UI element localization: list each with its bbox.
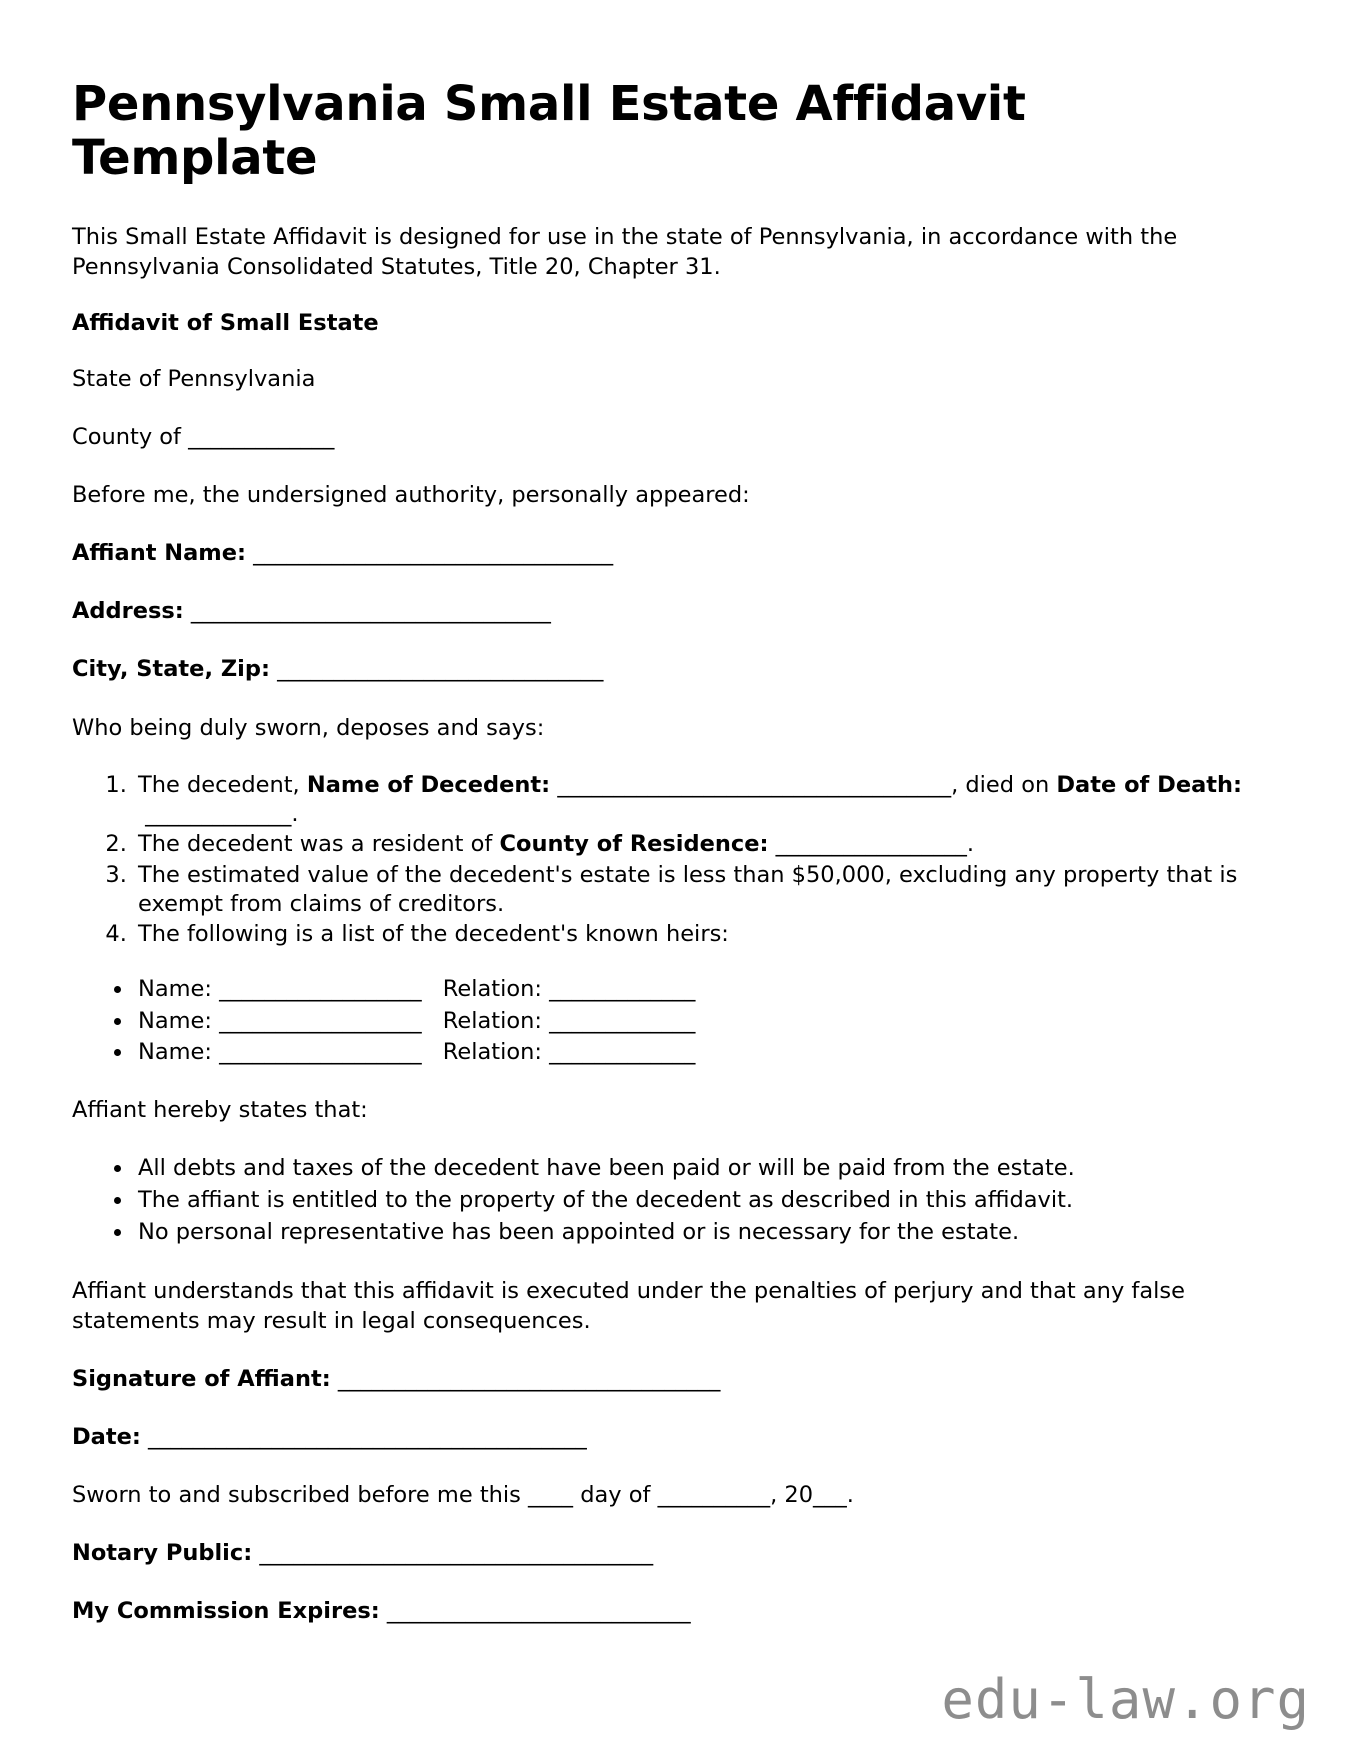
list-item: • The affiant is entitled to the property of the decedent as described in this affidavit. [134,1185,1290,1215]
signature-of-affiant-label: Signature of Affiant: [72,1365,331,1392]
heir-name-blank[interactable]: __________________ [219,976,422,1003]
intro-paragraph: This Small Estate Affidavit is designed for use in the state of Pennsylvania, in accordance with the Pennsylvania Consolidated Statutes, Title 20, Chapter 31. [72,223,1178,280]
signature-date-field [72,1422,1290,1452]
heir-name-blank[interactable]: __________________ [219,1038,422,1065]
list-item [134,975,1290,1004]
heir-relation-label: Relation: [435,1007,550,1034]
declaration-item-4: 4. The following is a list of the decedent's known heirs: [134,920,1290,949]
notary-public-label: Notary Public: [72,1540,253,1567]
signature-of-affiant-blank[interactable]: __________________________________ [330,1365,721,1392]
section-heading-affidavit-of-small-estate: Affidavit of Small Estate [72,309,379,336]
date-of-death-label: Date of Death: [1056,771,1243,798]
affiant-name-field [72,538,1290,568]
sworn-year-prefix: , 20 [770,1482,814,1509]
sworn-day-blank[interactable]: ____ [528,1482,574,1509]
name-of-decedent-blank[interactable]: ___________________________________ [550,771,952,798]
notary-public-blank[interactable]: ___________________________________ [252,1540,654,1567]
county-of-residence-label: County of Residence: [499,831,769,858]
heirs-list [72,975,1290,1067]
sworn-year-blank[interactable]: ___ [813,1482,847,1509]
affiant-city-state-zip-label: City, State, Zip: [72,656,270,683]
county-of-residence-blank[interactable]: _________________ [768,831,967,858]
page-title: Pennsylvania Small Estate Affidavit Template [72,76,1026,186]
county-blank[interactable]: _____________ [188,423,335,450]
heir-relation-blank[interactable]: _____________ [549,1007,696,1034]
declaration-item-2 [134,830,1290,859]
affiant-name-blank[interactable]: ________________________________ [246,540,614,567]
heir-relation-blank[interactable]: _____________ [549,1038,696,1065]
item2-pre: The decedent was a resident of [138,831,500,858]
heir-relation-label: Relation: [435,1038,550,1065]
sworn-post: . [846,1482,854,1509]
declarations-list [72,771,1290,950]
declaration-item-1 [134,771,1290,830]
appearance-line: Before me, the undersigned authority, personally appeared: [72,482,750,509]
item2-post: . [966,831,975,858]
states-lead: Affiant hereby states that: [72,1097,368,1124]
affiant-city-state-zip-blank[interactable]: _____________________________ [269,656,604,683]
signature-of-affiant-field [72,1364,1290,1394]
state-line: State of Pennsylvania [72,365,316,392]
heir-name-label: Name: [138,976,220,1003]
sworn-pre: Sworn to and subscribed before me this [72,1482,529,1509]
affiant-address-label: Address: [72,598,184,625]
heir-name-blank[interactable]: __________________ [219,1007,422,1034]
affiant-address-field [72,596,1290,626]
commission-expires-label: My Commission Expires: [72,1598,380,1625]
sworn-statement-line [72,1480,1290,1510]
heir-relation-blank[interactable]: _____________ [549,976,696,1003]
item1-pre: The decedent, [138,771,307,798]
name-of-decedent-label: Name of Decedent: [306,771,551,798]
item1-post: . [291,801,299,828]
heir-relation-label: Relation: [435,976,550,1003]
county-field [72,422,1290,452]
item1-mid: , died on [951,771,1057,798]
county-label: County of [72,423,189,450]
affiant-address-blank[interactable]: ________________________________ [183,598,551,625]
list-item [134,1007,1290,1036]
signature-date-label: Date: [72,1424,141,1450]
perjury-paragraph: Affiant understands that this affidavit is executed under the penalties of perjury and that any false statements may result in legal consequences. [72,1277,1185,1334]
affiant-statements-list [72,1153,1290,1247]
site-watermark: edu-law.org [941,1668,1310,1731]
heir-name-label: Name: [138,1038,220,1065]
list-item [134,1038,1290,1067]
heir-name-label: Name: [138,1007,220,1034]
signature-date-blank[interactable]: _______________________________________ [140,1424,587,1450]
sworn-mid: day of [573,1482,658,1509]
commission-expires-blank[interactable]: ___________________________ [379,1598,691,1625]
sworn-month-blank[interactable]: __________ [657,1482,771,1509]
declaration-item-3: 3. The estimated value of the decedent's estate is less than $50,000, excluding any property that is exempt from claims of creditors. [134,861,1290,920]
affiant-name-label: Affiant Name: [72,540,247,567]
list-item: • All debts and taxes of the decedent have been paid or will be paid from the estate. [134,1153,1290,1183]
affiant-city-state-zip-field [72,654,1290,684]
date-of-death-blank[interactable]: _____________ [138,801,292,828]
list-item: • No personal representative has been appointed or is necessary for the estate. [134,1217,1290,1247]
notary-public-field [72,1538,1290,1568]
commission-expires-field [72,1596,1290,1626]
deposition-lead: Who being duly sworn, deposes and says: [72,714,545,741]
